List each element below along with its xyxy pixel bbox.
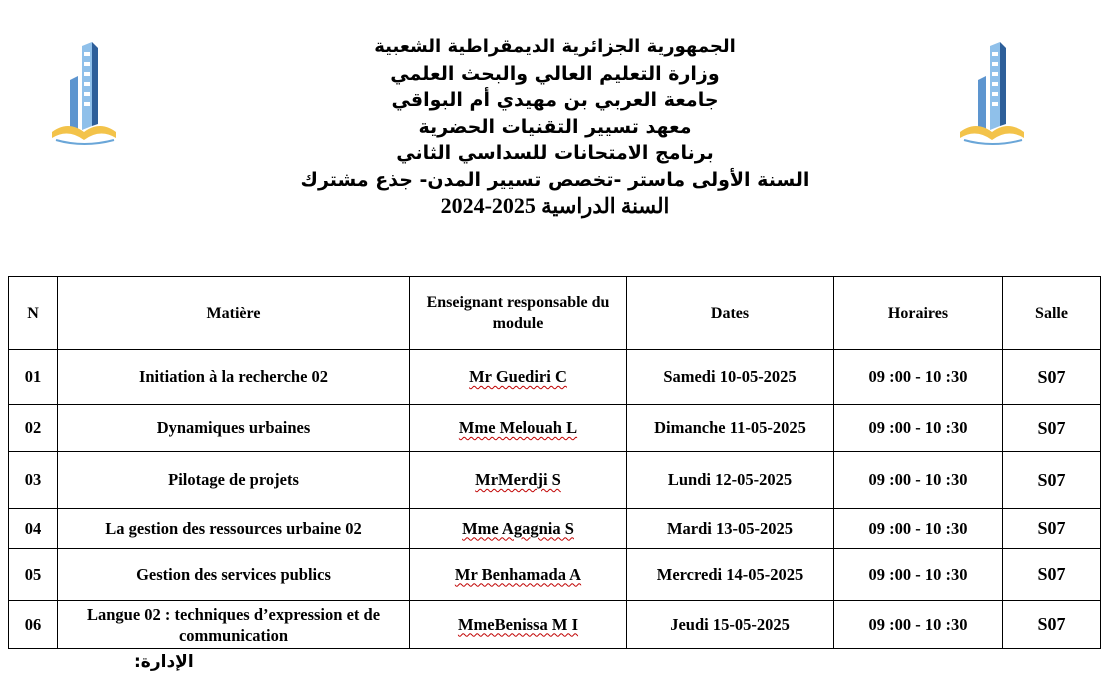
row-number: 01 (9, 350, 58, 405)
row-date: Mardi 13-05-2025 (627, 509, 834, 549)
row-date: Mercredi 14-05-2025 (627, 549, 834, 601)
table-row (9, 452, 1101, 509)
column-header-horaires: Horaires (834, 277, 1003, 350)
row-horaire: 09 :00 - 10 :30 (834, 549, 1003, 601)
table-header-row (9, 277, 1101, 350)
row-number: 05 (9, 549, 58, 601)
header-institute: معهد تسيير التقنيات الحضرية (418, 115, 692, 138)
header-level: السنة الأولى ماستر -تخصص تسيير المدن- جذع مشترك (300, 168, 810, 191)
header-program-title: برنامج الامتحانات للسداسي الثاني (396, 142, 714, 164)
table-row (9, 350, 1101, 405)
row-enseignant: Mr Guediri C (410, 350, 627, 405)
row-matiere: Pilotage de projets (58, 452, 410, 509)
administration-signature-label: الإدارة: (134, 652, 194, 672)
header-ministry: وزارة التعليم العالي والبحث العلمي (390, 62, 720, 85)
row-matiere: La gestion des ressources urbaine 02 (58, 509, 410, 549)
row-enseignant: MmeBenissa M I (410, 601, 627, 649)
row-number: 03 (9, 452, 58, 509)
academic-year-value: 2024-2025 (440, 193, 536, 218)
column-header-enseignant: Enseignant responsable du module (410, 277, 627, 350)
row-enseignant: Mr Benhamada A (410, 549, 627, 601)
row-number: 06 (9, 601, 58, 649)
row-horaire: 09 :00 - 10 :30 (834, 509, 1003, 549)
row-date: Lundi 12-05-2025 (627, 452, 834, 509)
row-enseignant: MrMerdji S (410, 452, 627, 509)
row-salle: S07 (1003, 452, 1101, 509)
table-row (9, 509, 1101, 549)
row-matiere: Initiation à la recherche 02 (58, 350, 410, 405)
row-horaire: 09 :00 - 10 :30 (834, 350, 1003, 405)
row-enseignant: Mme Agagnia S (410, 509, 627, 549)
row-salle: S07 (1003, 350, 1101, 405)
row-horaire: 09 :00 - 10 :30 (834, 452, 1003, 509)
row-number: 04 (9, 509, 58, 549)
row-matiere: Dynamiques urbaines (58, 405, 410, 452)
academic-year-label: السنة الدراسية (541, 194, 670, 218)
row-salle: S07 (1003, 509, 1101, 549)
row-date: Dimanche 11-05-2025 (627, 405, 834, 452)
university-logo-left-icon (48, 40, 120, 150)
row-salle: S07 (1003, 405, 1101, 452)
header-university: جامعة العربي بن مهيدي أم البواقي (391, 89, 719, 111)
university-logo-right-icon (956, 40, 1028, 150)
header-academic-year (270, 193, 840, 220)
row-salle: S07 (1003, 601, 1101, 649)
column-header-dates: Dates (627, 277, 834, 350)
row-matiere: Langue 02 : techniques d’expression et de communication (58, 601, 410, 649)
row-horaire: 09 :00 - 10 :30 (834, 405, 1003, 452)
row-enseignant: Mme Melouah L (410, 405, 627, 452)
document-header (270, 34, 840, 220)
row-horaire: 09 :00 - 10 :30 (834, 601, 1003, 649)
row-matiere: Gestion des services publics (58, 549, 410, 601)
exam-schedule-table (8, 276, 1101, 649)
table-row (9, 601, 1101, 649)
header-republic: الجمهورية الجزائرية الديمقراطية الشعبية (374, 36, 736, 57)
row-date: Jeudi 15-05-2025 (627, 601, 834, 649)
table-row (9, 549, 1101, 601)
row-number: 02 (9, 405, 58, 452)
column-header-n: N (9, 277, 58, 350)
row-salle: S07 (1003, 549, 1101, 601)
table-row (9, 405, 1101, 452)
column-header-matiere: Matière (58, 277, 410, 350)
row-date: Samedi 10-05-2025 (627, 350, 834, 405)
column-header-salle: Salle (1003, 277, 1101, 350)
